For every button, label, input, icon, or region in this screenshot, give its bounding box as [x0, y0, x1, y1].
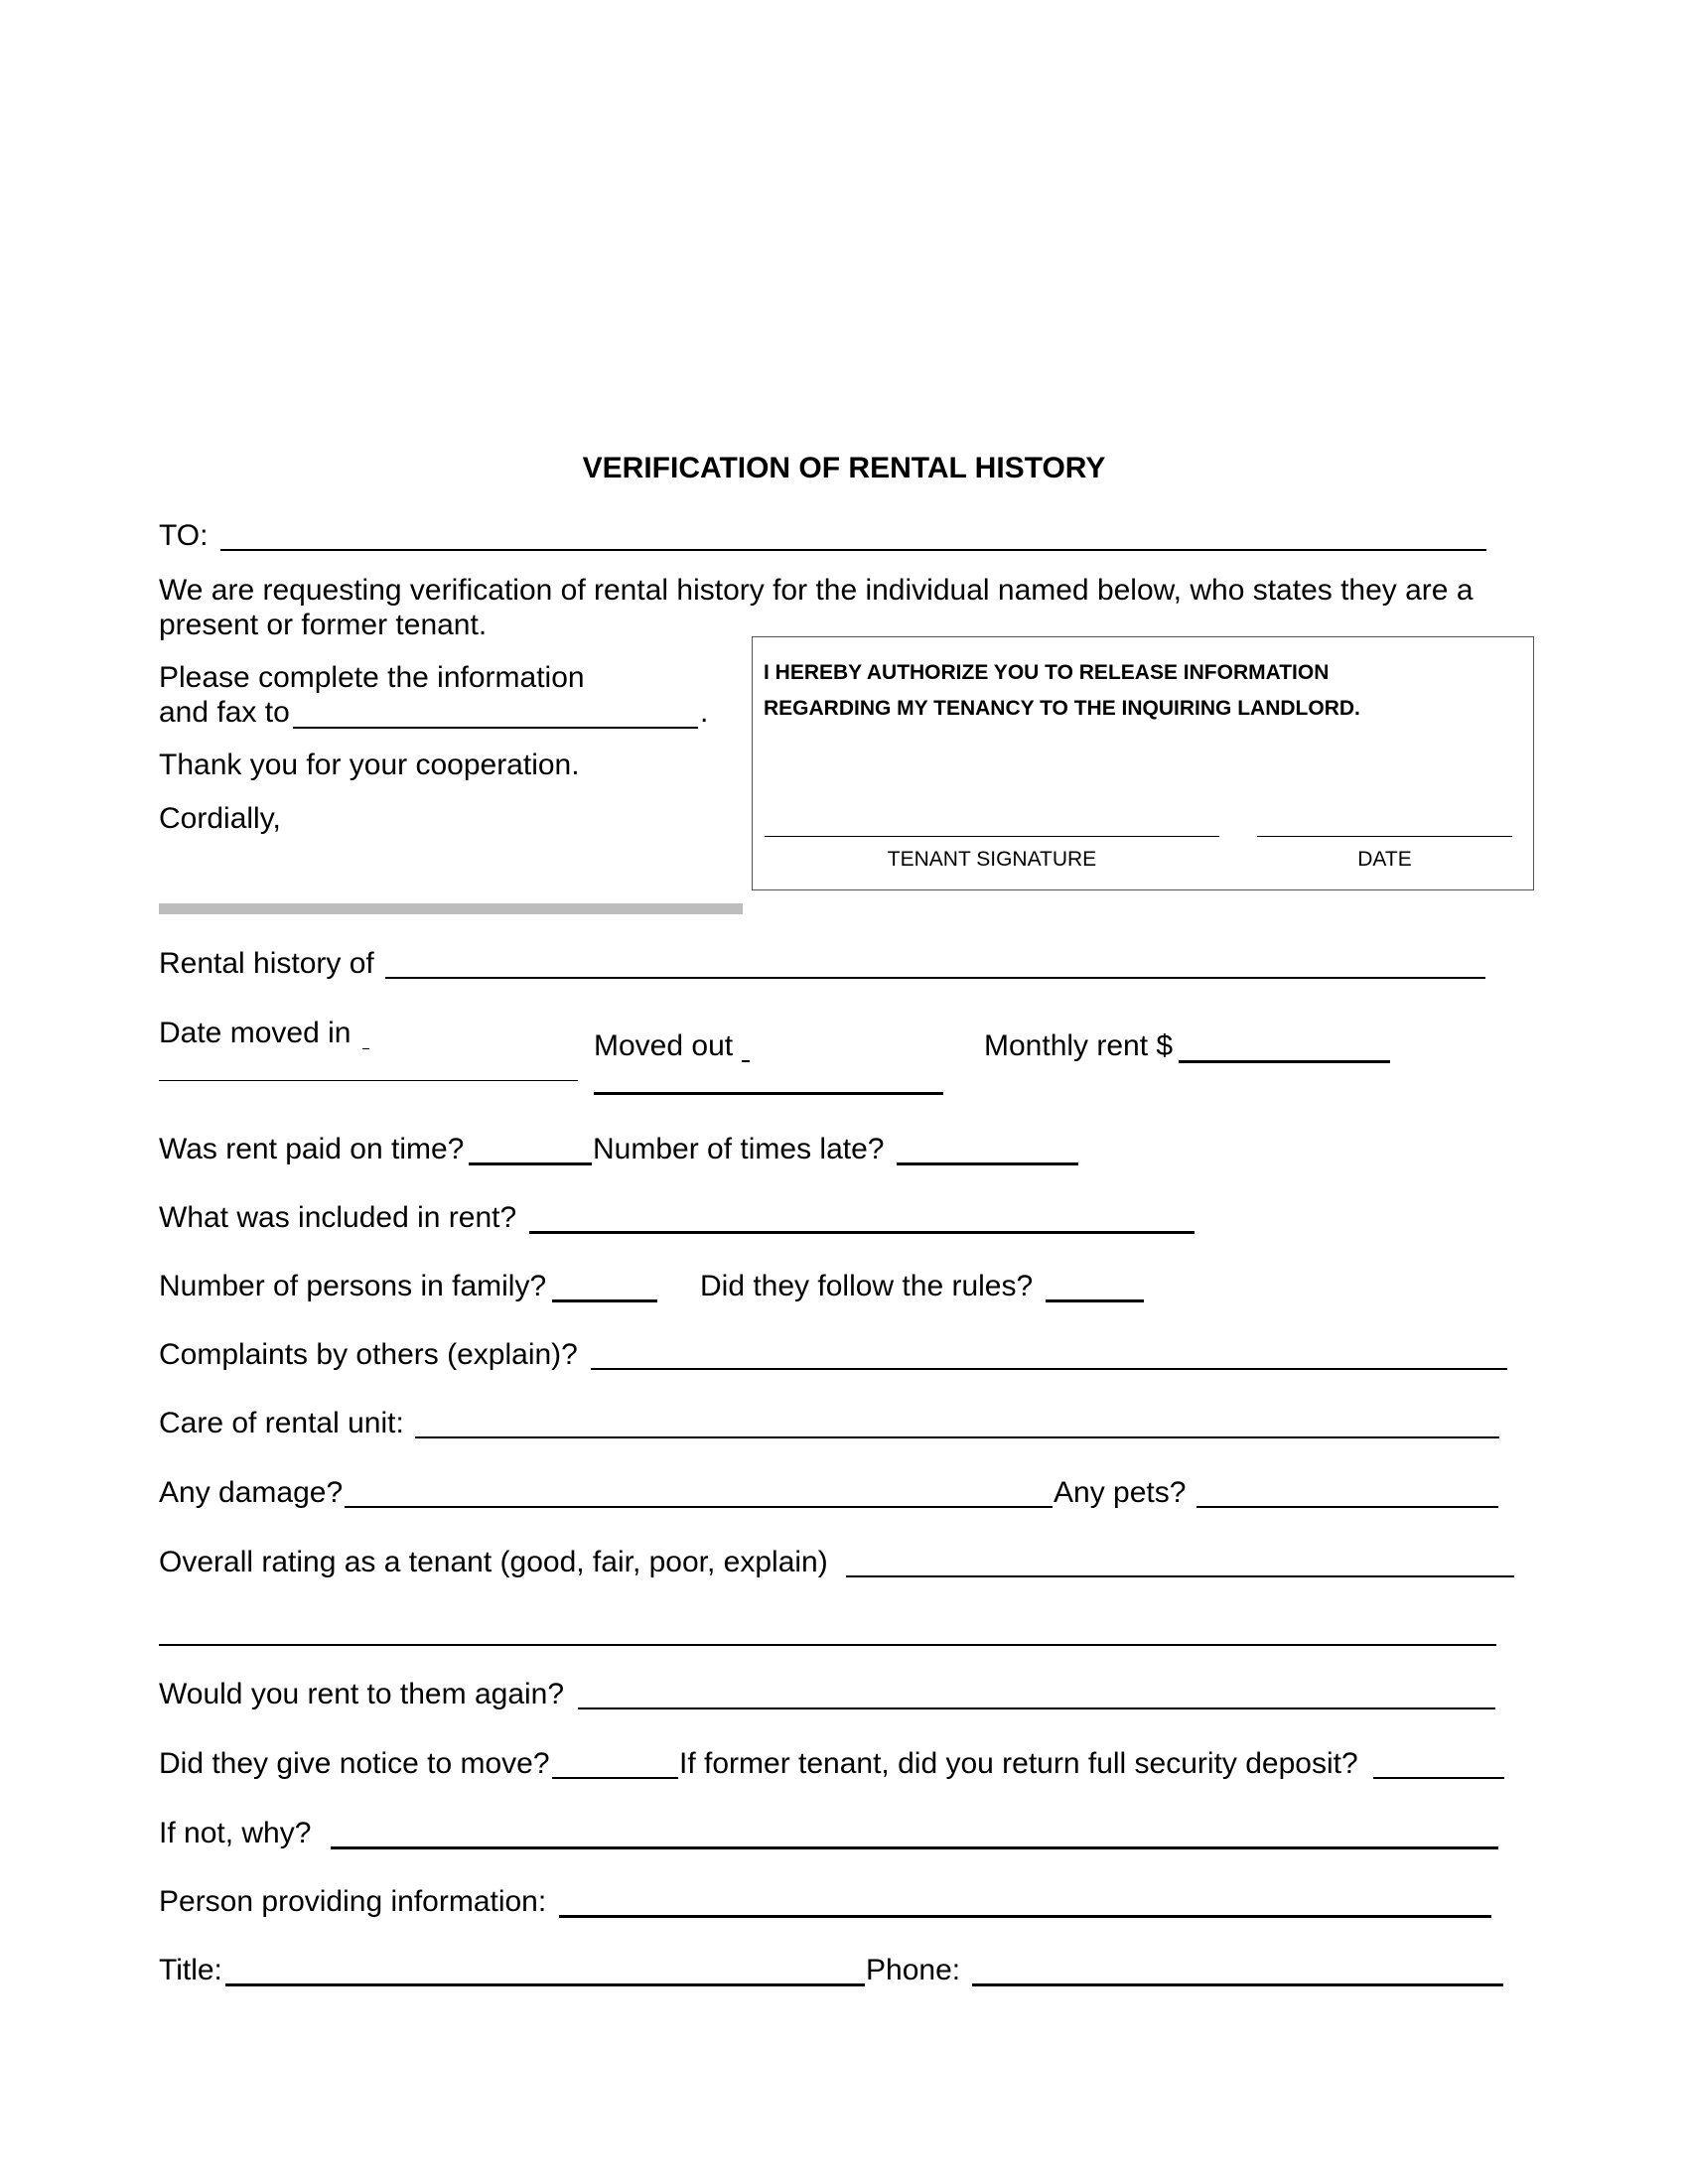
rental-history-label: Rental history of: [159, 947, 374, 980]
date-moved-in-field[interactable]: [159, 1080, 578, 1081]
intro-line-1: We are requesting verification of rental history for the individual named below, who states they are a: [159, 574, 1474, 607]
fax-period: .: [700, 696, 709, 729]
care-label: Care of rental unit:: [159, 1407, 404, 1439]
form-title: VERIFICATION OF RENTAL HISTORY: [582, 452, 1106, 484]
complaints-field[interactable]: [591, 1368, 1507, 1370]
rules-field[interactable]: [1046, 1299, 1144, 1302]
pets-field[interactable]: [1196, 1506, 1498, 1508]
date-moved-in-tick: [362, 1048, 369, 1049]
rent-again-field[interactable]: [578, 1707, 1495, 1709]
phone-field[interactable]: [972, 1983, 1503, 1986]
damage-label: Any damage?: [159, 1476, 344, 1509]
to-label: TO:: [159, 519, 209, 552]
please-line-2: and fax to: [159, 696, 290, 729]
rating-field-line-2[interactable]: [159, 1644, 1496, 1646]
date-caption: DATE: [1357, 848, 1412, 871]
intro-line-2: present or former tenant.: [159, 609, 488, 641]
phone-label: Phone:: [866, 1954, 961, 1986]
rating-label: Overall rating as a tenant (good, fair, poor, explain): [159, 1546, 828, 1578]
cordially-text: Cordially,: [159, 802, 281, 835]
rent-again-label: Would you rent to them again?: [159, 1678, 565, 1710]
pets-label: Any pets?: [1054, 1476, 1187, 1509]
damage-field[interactable]: [345, 1506, 1053, 1508]
rules-label: Did they follow the rules?: [700, 1270, 1034, 1302]
person-label: Person providing information:: [159, 1885, 547, 1918]
deposit-label: If former tenant, did you return full security deposit?: [679, 1747, 1358, 1780]
rating-field[interactable]: [846, 1575, 1514, 1577]
authorization-text: [764, 655, 1360, 727]
paid-on-time-label: Was rent paid on time?: [159, 1133, 465, 1165]
persons-label: Number of persons in family?: [159, 1270, 547, 1302]
date-field[interactable]: [1257, 836, 1512, 837]
tenant-signature-caption: TENANT SIGNATURE: [887, 848, 1097, 871]
paid-on-time-field[interactable]: [469, 1162, 592, 1165]
notice-field[interactable]: [552, 1777, 678, 1779]
persons-field[interactable]: [552, 1299, 657, 1302]
times-late-field[interactable]: [897, 1162, 1078, 1165]
authorization-box: [752, 636, 1534, 890]
please-line-1: Please complete the information: [159, 661, 585, 694]
divider-bar: [159, 903, 743, 914]
authorization-line-2: REGARDING MY TENANCY TO THE INQUIRING LANDLORD.: [764, 697, 1360, 720]
thanks-text: Thank you for your cooperation.: [159, 749, 580, 781]
moved-out-field[interactable]: [594, 1092, 943, 1095]
deposit-field[interactable]: [1373, 1777, 1504, 1779]
fax-field[interactable]: [293, 727, 698, 729]
to-field[interactable]: [220, 549, 1486, 551]
monthly-rent-field[interactable]: [1179, 1060, 1390, 1063]
person-field[interactable]: [559, 1915, 1491, 1918]
notice-label: Did they give notice to move?: [159, 1747, 550, 1780]
title-field[interactable]: [225, 1983, 865, 1986]
care-field[interactable]: [415, 1436, 1499, 1438]
rental-history-field[interactable]: [385, 977, 1485, 979]
tenant-signature-field[interactable]: [765, 836, 1219, 837]
date-moved-in-label: Date moved in: [159, 1017, 352, 1049]
moved-out-label: Moved out: [594, 1029, 734, 1062]
included-field[interactable]: [529, 1231, 1195, 1234]
times-late-label: Number of times late?: [593, 1133, 885, 1165]
monthly-rent-label: Monthly rent $: [984, 1029, 1174, 1062]
complaints-label: Complaints by others (explain)?: [159, 1338, 578, 1371]
if-not-label: If not, why?: [159, 1817, 312, 1849]
moved-out-tick: [742, 1060, 750, 1062]
included-label: What was included in rent?: [159, 1201, 517, 1234]
if-not-field[interactable]: [331, 1846, 1498, 1849]
title-label: Title:: [159, 1954, 222, 1986]
authorization-line-1: I HEREBY AUTHORIZE YOU TO RELEASE INFORMATION: [764, 661, 1330, 684]
